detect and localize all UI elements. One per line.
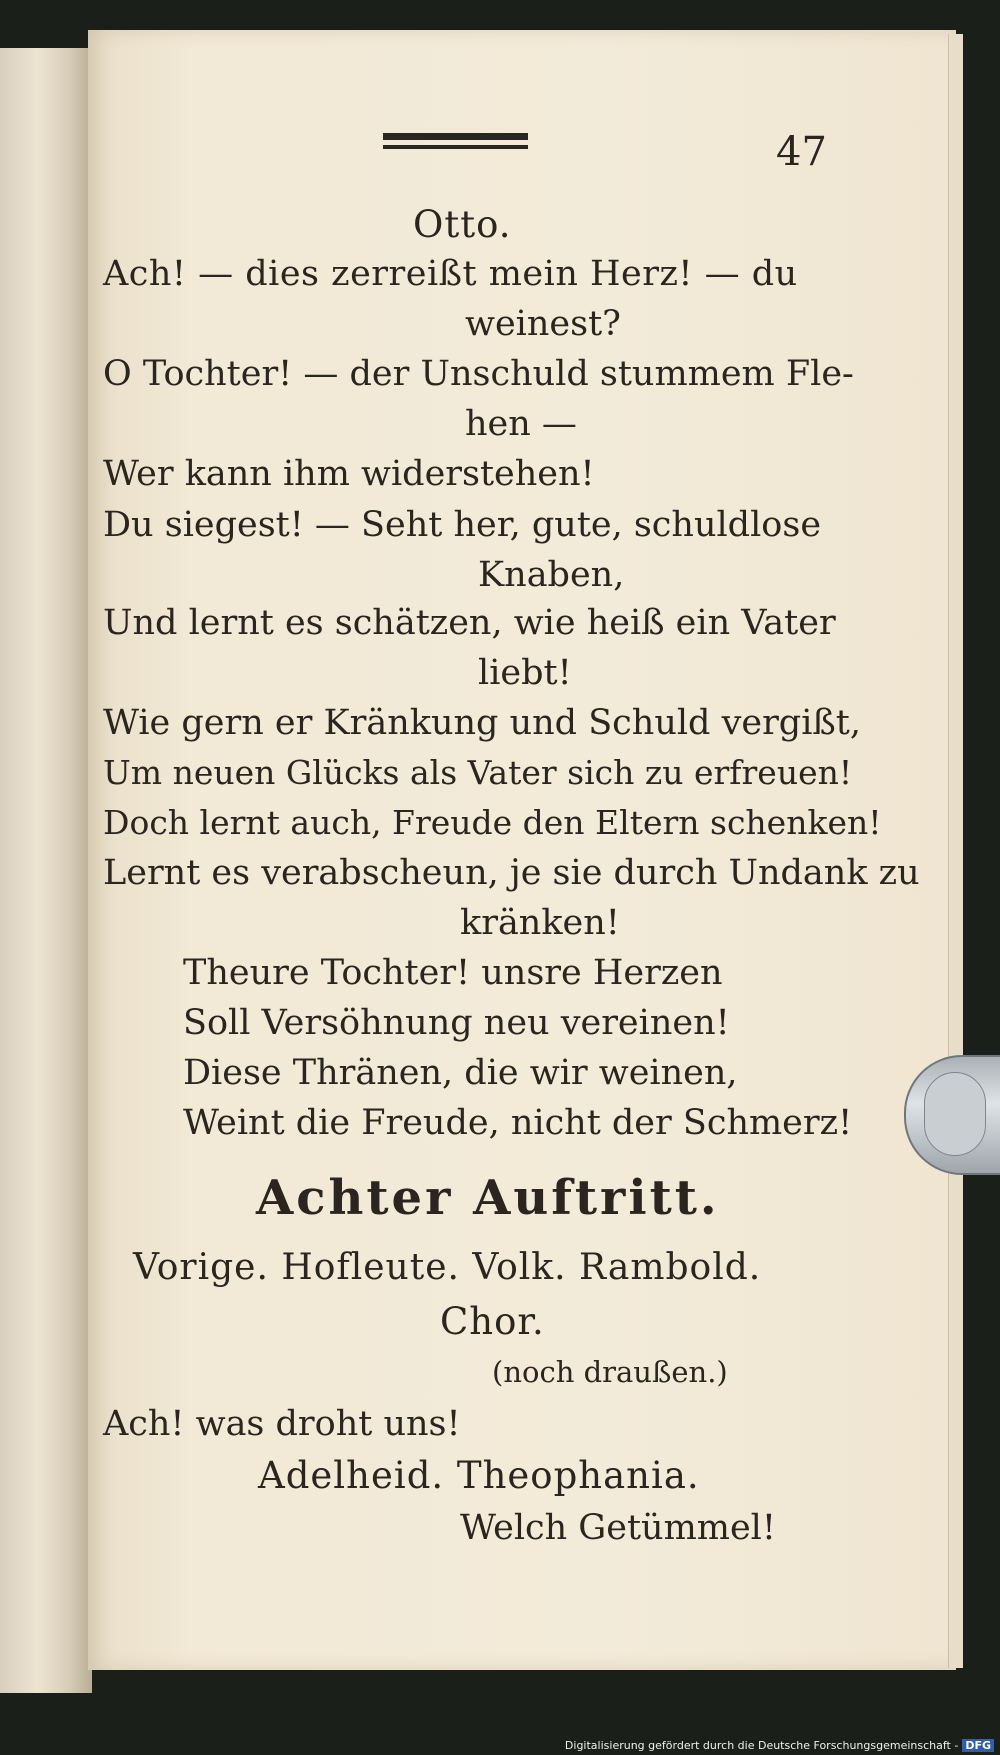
scene-heading: Achter Auftritt. <box>256 1170 720 1226</box>
credit-text: Digitalisierung gefördert durch die Deutsche Forschungsgemeinschaft - <box>564 1739 959 1752</box>
verse-line: Soll Versöhnung neu vereinen! <box>183 1003 730 1043</box>
verse-line: Knaben, <box>478 555 625 595</box>
verse-line: weinest? <box>465 304 621 344</box>
verse-line: O Tochter! — der Unschuld stummem Fle- <box>103 354 854 394</box>
verse-line: Du siegest! — Seht her, gute, schuldlose <box>103 505 822 545</box>
verse-line: Diese Thränen, die wir weinen, <box>183 1053 738 1093</box>
page-right-edge <box>948 34 963 1668</box>
header-rule <box>383 133 528 153</box>
verse-line: Doch lernt auch, Freude den Eltern schenken! <box>103 803 882 842</box>
verse-line: Wer kann ihm widerstehen! <box>103 454 595 494</box>
verse-line: Welch Getümmel! <box>460 1508 776 1548</box>
verse-line: hen — <box>465 404 577 444</box>
stage-direction: (noch draußen.) <box>492 1355 728 1389</box>
page-clip-inner <box>924 1072 986 1156</box>
page-number: 47 <box>776 129 827 175</box>
dfg-badge: DFG <box>962 1739 994 1752</box>
cast-list: Vorige. Hofleute. Volk. Rambold. <box>133 1247 762 1288</box>
verse-line: Um neuen Glücks als Vater sich zu erfreuen! <box>103 753 853 792</box>
digitization-credit <box>565 1739 994 1752</box>
verse-line: Weint die Freude, nicht der Schmerz! <box>183 1103 853 1143</box>
gutter-shadow <box>40 48 92 1693</box>
verse-line: kränken! <box>460 903 620 943</box>
verse-line: Ach! — dies zerreißt mein Herz! — du <box>103 254 798 294</box>
speaker-chor: Chor. <box>440 1300 545 1343</box>
verse-line: liebt! <box>478 653 572 693</box>
verse-line: Wie gern er Kränkung und Schuld vergißt, <box>103 703 861 743</box>
verse-line: Ach! was droht uns! <box>103 1404 461 1444</box>
verse-line: Lernt es verabscheun, je sie durch Undank zu <box>103 853 920 893</box>
speakers-adelheid-theophania: Adelheid. Theophania. <box>258 1454 700 1497</box>
verse-line: Und lernt es schätzen, wie heiß ein Vater <box>103 603 836 643</box>
verse-line: Theure Tochter! unsre Herzen <box>183 953 723 993</box>
speaker-otto: Otto. <box>413 203 512 246</box>
